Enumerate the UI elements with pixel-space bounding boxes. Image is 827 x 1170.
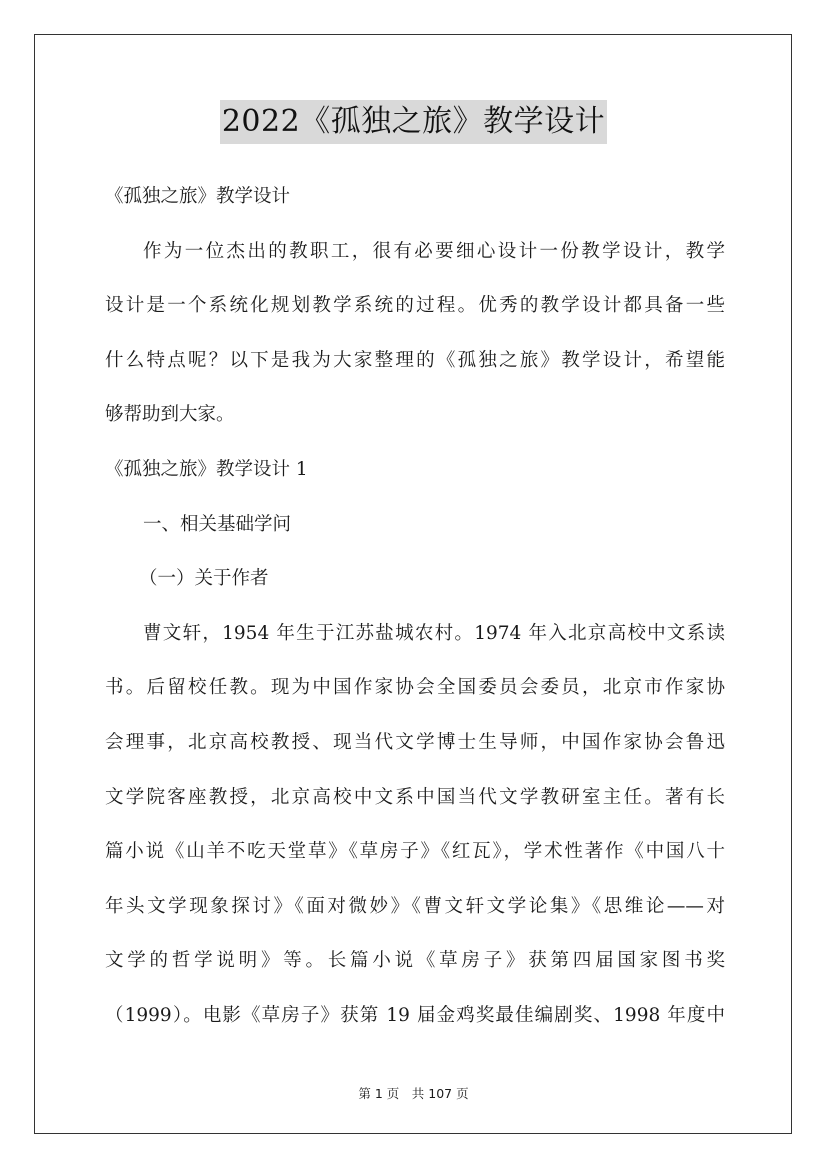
paragraph-line: 年头文学现象探讨》《面对微妙》《曹文轩文学论集》《思维论——对 <box>105 895 725 917</box>
subsection-heading: 一、相关基础学问 <box>143 513 292 535</box>
paragraph-line: 作为一位杰出的教职工，很有必要细心设计一份教学设计，教学 <box>143 240 725 262</box>
section-heading: 《孤独之旅》教学设计 1 <box>105 458 308 480</box>
paragraph-line: 设计是一个系统化规划教学系统的过程。优秀的教学设计都具备一些 <box>105 295 725 317</box>
paragraph-line: 够帮助到大家。 <box>105 404 235 426</box>
paragraph-line: 会理事，北京高校教授、现当代文学博士生导师，中国作家协会鲁迅 <box>105 731 725 753</box>
subtitle-line: 《孤独之旅》教学设计 <box>105 186 291 207</box>
document-body <box>105 170 725 1044</box>
paragraph-line: 篇小说《山羊不吃天堂草》《草房子》《红瓦》，学术性著作《中国八十 <box>105 841 725 863</box>
paragraph-line: 曹文轩，1954 年生于江苏盐城农村。1974 年入北京高校中文系读 <box>143 622 725 644</box>
title-container <box>0 100 827 144</box>
paragraph-line: （1999）。电影《草房子》获第 19 届金鸡奖最佳编剧奖、1998 年度中 <box>105 1004 725 1026</box>
paragraph-line: 文学院客座教授，北京高校中文系中国当代文学教研室主任。著有长 <box>105 786 725 808</box>
document-title: 2022《孤独之旅》教学设计 <box>220 100 607 144</box>
paragraph-line: 书。后留校任教。现为中国作家协会全国委员会委员，北京市作家协 <box>105 677 725 699</box>
page-footer: 第 1 页 共 107 页 <box>358 1086 469 1101</box>
paragraph-line: 什么特点呢？以下是我为大家整理的《孤独之旅》教学设计，希望能 <box>105 349 725 371</box>
paragraph-line: 文学的哲学说明》等。长篇小说《草房子》获第四届国家图书奖 <box>105 950 725 972</box>
subsection-heading: （一）关于作者 <box>139 568 269 590</box>
